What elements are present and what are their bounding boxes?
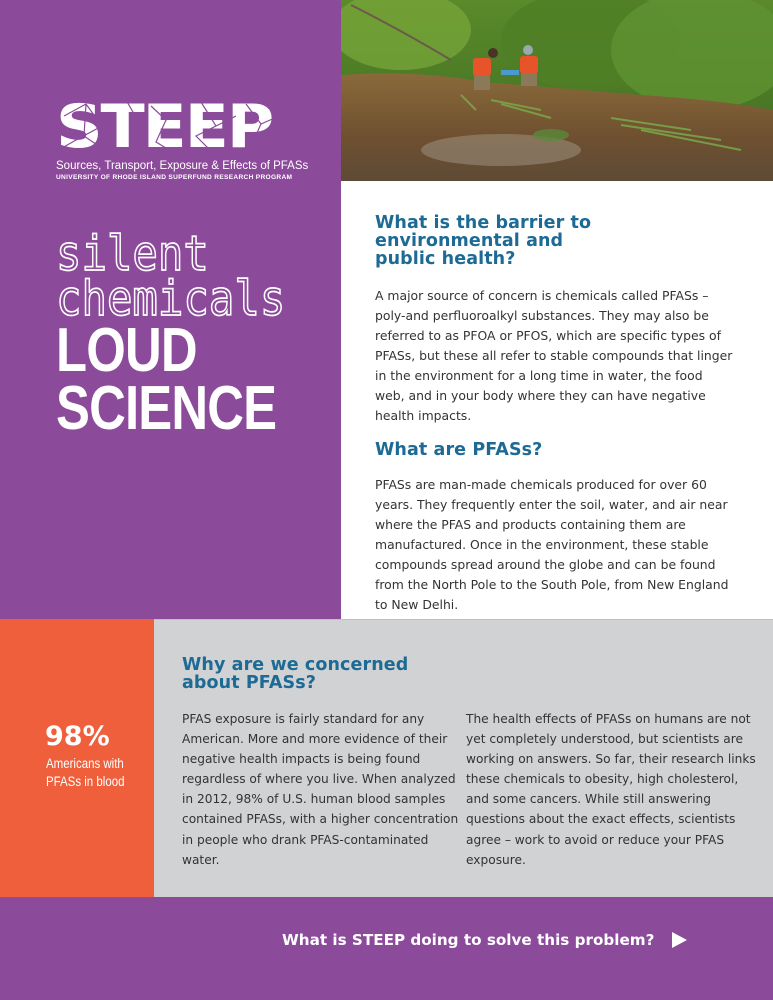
concern-heading: Why are we concerned about PFASs? [182,655,409,693]
tagline-science: SCIENCE [56,374,277,443]
stream-sampling-photo [341,0,773,181]
tagline-chemicals: chemicals [56,269,286,327]
stat-value: 98% [45,721,110,752]
tagline-silent: silent [56,224,209,282]
concern-body-2: The health effects of PFASs on humans are not yet completely understood, but scientists are working on answers. So far, their research links these chemicals to obesity, high cholesterol, and some cancers. While still answering questions about the exact effects, scientists agree – work to avoid or reduce your PFAS exposure. [466,712,756,867]
next-page-link[interactable] [282,931,687,949]
barrier-section [375,214,735,426]
next-page-label: What is STEEP doing to solve this problem? [282,931,655,949]
stat-label: Americans with PFASs in blood [46,756,125,789]
steep-logo [56,92,326,181]
barrier-heading: What is the barrier to environmental and public health? [375,213,592,269]
logo-subtitle: Sources, Transport, Exposure & Effects of PFASs [56,160,309,172]
concern-column-1 [182,709,462,870]
barrier-body: A major source of concern is chemicals called PFASs – poly-and perfluoroalkyl substances. They may also be referred to as PFOA or PFOS, which are specific types of PFASs, but these all refer to stable compounds that linger in the environment for a long time in water, the food web, and in your body where they can have negative health impacts. [375,288,733,423]
logo-crack-pattern-icon [56,96,296,158]
what-are-pfas-heading: What are PFASs? [375,440,543,460]
photo-illustration [341,0,773,181]
play-arrow-icon[interactable] [672,932,687,948]
concern-body-1: PFAS exposure is fairly standard for any American. More and more evidence of their negative health impacts is being found regardless of where you live. When analyzed in 2012, 98% of U.S. human blood samples contained PFASs, with a higher concentration in people who drank PFAS-contaminated water. [182,712,459,867]
what-are-pfas-body: PFASs are man-made chemicals produced for over 60 years. They frequently enter the soil, water, and air near where the PFAS and products containing them are manufactured. Once in the environment, these stable compounds spread around the globe and can be found from the North Pole to the South Pole, from New England to New Delhi. [375,477,729,612]
tagline-loud: LOUD [56,316,197,385]
concern-column-2 [466,709,756,870]
logo-wordmark: STEEP [56,92,273,162]
tagline [56,224,325,443]
logo-program-name: UNIVERSITY OF RHODE ISLAND SUPERFUND RESEARCH PROGRAM [56,174,293,181]
what-are-pfas-section [375,441,740,615]
